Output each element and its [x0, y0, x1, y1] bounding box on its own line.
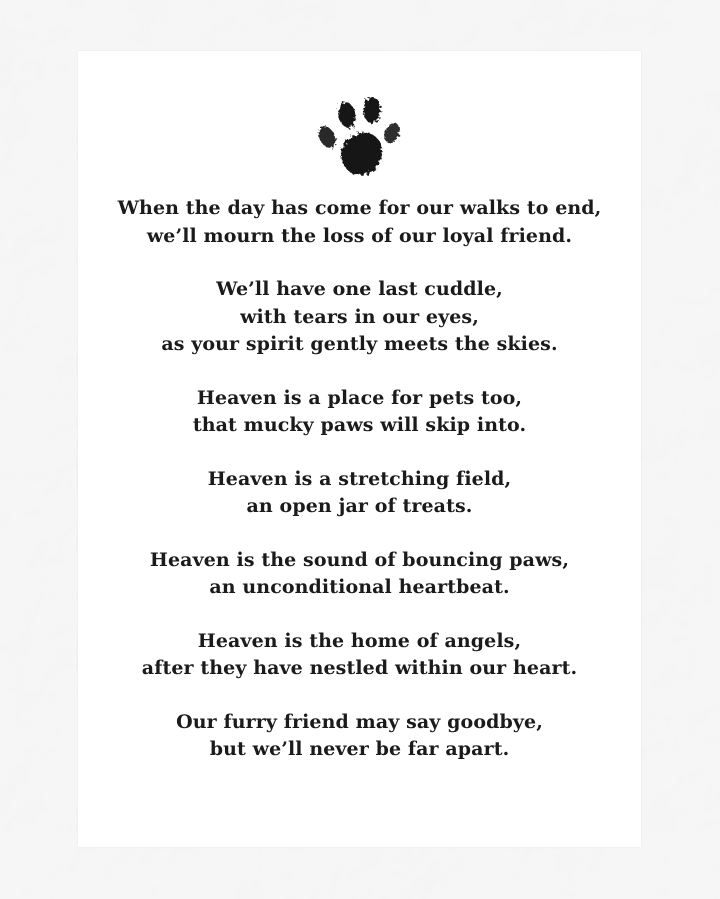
poem-line: that mucky paws will skip into. [192, 414, 527, 436]
poem-line: Heaven is a place for pets too, [196, 386, 523, 409]
poem-line: Heaven is the sound of bouncing paws, [149, 548, 570, 571]
poem-stanza [78, 195, 641, 250]
poem-line: as your spirit gently meets the skies. [161, 333, 558, 355]
poem-line: after they have nestled within our heart. [141, 657, 578, 679]
poem-stanza [78, 628, 641, 683]
poem-line: When the day has come for our walks to end, [117, 197, 602, 219]
poem-text [78, 195, 641, 764]
poem-line: Heaven is a stretching field, [207, 467, 512, 490]
poem-line: an unconditional heartbeat. [209, 576, 510, 598]
poem-line: with tears in our eyes, [240, 305, 479, 328]
poem-line: an open jar of treats. [246, 495, 473, 517]
poem-line: but we’ll never be far apart. [209, 738, 510, 760]
poem-line: We’ll have one last cuddle, [216, 278, 503, 300]
poem-line: we’ll mourn the loss of our loyal friend. [146, 224, 573, 247]
poem-stanza [78, 385, 641, 440]
poem-line: Our furry friend may say goodbye, [176, 710, 543, 733]
poem-stanza [78, 276, 641, 359]
poem-stanza [78, 709, 641, 764]
poem-stanza [78, 466, 641, 521]
poem-line: Heaven is the home of angels, [197, 629, 522, 652]
paw-print-icon [310, 97, 410, 181]
poem-card [78, 51, 641, 847]
poem-stanza [78, 547, 641, 602]
